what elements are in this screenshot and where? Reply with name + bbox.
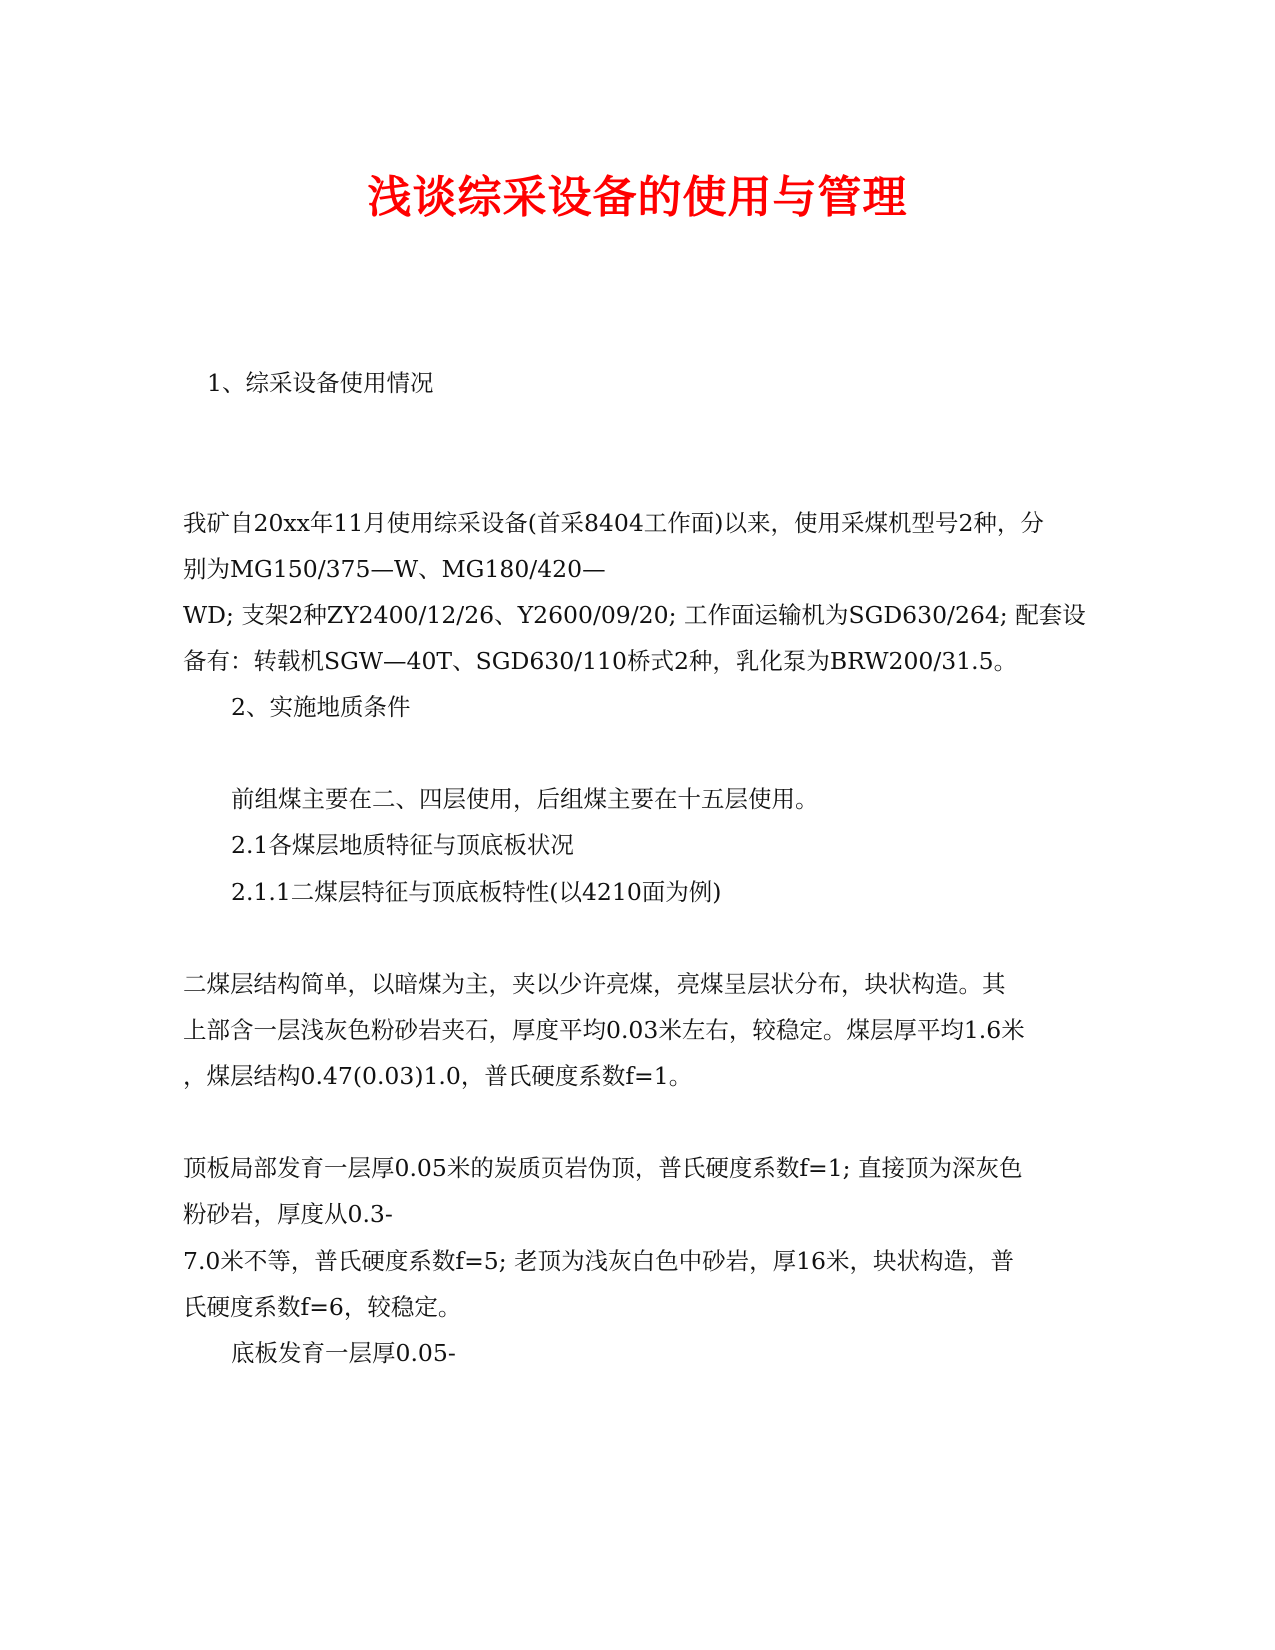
paragraph-line: 氏硬度系数f=6，较稳定。 — [183, 1293, 462, 1321]
paragraph-line: WD; 支架2种ZY2400/12/26、Y2600/09/20; 工作面运输机为SGD630/264; 配套设 — [183, 601, 1086, 629]
paragraph-line: 顶板局部发育一层厚0.05米的炭质页岩伪顶，普氏硬度系数f=1; 直接顶为深灰色 — [183, 1154, 1023, 1182]
paragraph-line: 7.0米不等，普氏硬度系数f=5; 老顶为浅灰白色中砂岩，厚16米，块状构造，普 — [183, 1247, 1015, 1275]
paragraph-line: 前组煤主要在二、四层使用，后组煤主要在十五层使用。 — [231, 785, 819, 813]
paragraph-line: 备有：转载机SGW—40T、SGD630/110桥式2种，乳化泵为BRW200/31.5。 — [183, 647, 1018, 675]
paragraph-line: 二煤层结构简单，以暗煤为主，夹以少许亮煤，亮煤呈层状分布，块状构造。其 — [183, 970, 1006, 998]
paragraph-line: 我矿自20xx年11月使用综采设备(首采8404工作面)以来，使用采煤机型号2种，分 — [183, 509, 1044, 537]
paragraph-line: 底板发育一层厚0.05- — [231, 1339, 456, 1367]
subsection-heading: 2.1.1二煤层特征与顶底板特性(以4210面为例) — [231, 878, 722, 906]
paragraph-line: ，煤层结构0.47(0.03)1.0，普氏硬度系数f=1。 — [183, 1062, 693, 1090]
paragraph-line: 粉砂岩，厚度从0.3- — [183, 1200, 393, 1228]
subsection-heading: 2.1各煤层地质特征与顶底板状况 — [231, 831, 574, 859]
paragraph-line: 别为MG150/375—W、MG180/420— — [183, 555, 606, 583]
document-title: 浅谈综采设备的使用与管理 — [367, 172, 908, 223]
section-heading-1: 1、综采设备使用情况 — [207, 369, 434, 397]
paragraph-line: 上部含一层浅灰色粉砂岩夹石，厚度平均0.03米左右，较稳定。煤层厚平均1.6米 — [183, 1016, 1025, 1044]
section-heading-2: 2、实施地质条件 — [231, 693, 411, 721]
